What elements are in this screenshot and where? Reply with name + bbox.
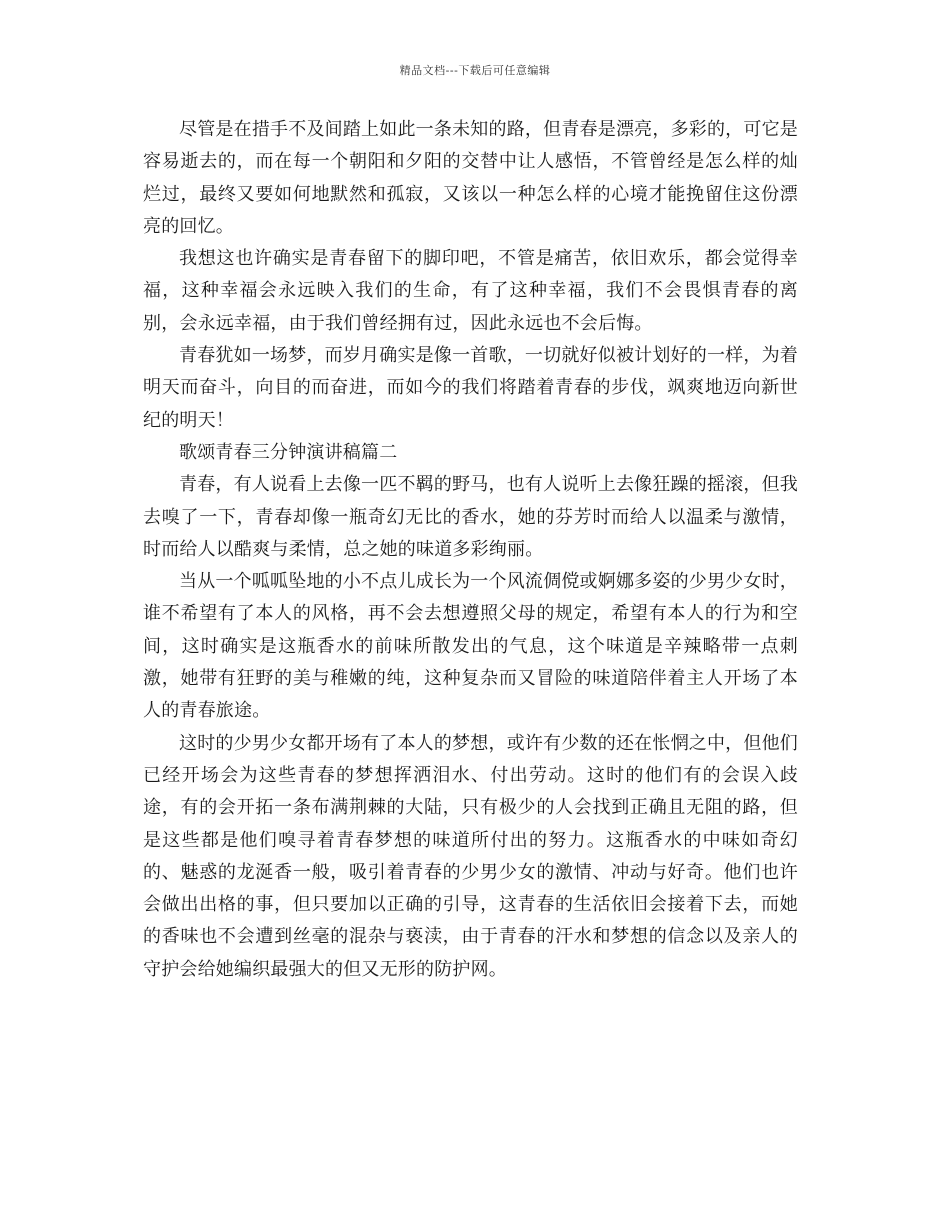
paragraph: 青春，有人说看上去像一匹不羁的野马，也有人说听上去像狂躁的摇滚，但我去嗅了一下，青春却像一瓶奇幻无比的香水，她的芬芳时而给人以温柔与激情，时而给人以酷爽与柔情，总之她的味道多彩绚丽。 [143, 474, 798, 560]
paragraph: 青春犹如一场梦，而岁月确实是像一首歌，一切就好似被计划好的一样，为着明天而奋斗，向目的而奋进，而如今的我们将踏着青春的步伐，飒爽地迈向新世纪的明天！ [143, 345, 798, 431]
paragraph: 这时的少男少女都开场有了本人的梦想，或许有少数的还在怅惘之中，但他们已经开场会为这些青春的梦想挥洒泪水、付出劳动。这时的他们有的会误入歧途，有的会开拓一条布满荆棘的大陆，只有极少的人会找到正确且无阻的路，但是这些都是他们嗅寻着青春梦想的味道所付出的努力。这瓶香水的中味如奇幻的、魅惑的龙涎香一般，吸引着青春的少男少女的激情、冲动与好奇。他们也许会做出出格的事，但只要加以正确的引导，这青春的生活依旧会接着下去，而她的香味也不会遭到丝毫的混杂与亵渎，由于青春的汗水和梦想的信念以及亲人的守护会给她编织最强大的但又无形的防护网。 [143, 732, 798, 980]
paragraph: 我想这也许确实是青春留下的脚印吧，不管是痛苦，依旧欢乐，都会觉得幸福，这种幸福会永远映入我们的生命，有了这种幸福，我们不会畏惧青春的离别，会永远幸福，由于我们曾经拥有过，因此永远也不会后悔。 [143, 248, 798, 334]
page-header: 精品文档---下载后可任意编辑 [399, 64, 551, 77]
paragraph: 尽管是在措手不及间踏上如此一条未知的路，但青春是漂亮，多彩的，可它是容易逝去的，而在每一个朝阳和夕阳的交替中让人感悟，不管曾经是怎么样的灿烂过，最终又要如何地默然和孤寂，又该以一种怎么样的心境才能挽留住这份漂亮的回忆。 [143, 119, 798, 237]
section-heading: 歌颂青春三分钟演讲稿篇二 [179, 441, 398, 463]
paragraph: 当从一个呱呱坠地的小不点儿成长为一个风流倜傥或婀娜多姿的少男少女时，谁不希望有了本人的风格，再不会去想遵照父母的规定，希望有本人的行为和空间，这时确实是这瓶香水的前味所散发出的气息，这个味道是辛辣略带一点刺激，她带有狂野的美与稚嫩的纯，这种复杂而又冒险的味道陪伴着主人开场了本人的青春旅途。 [143, 571, 798, 722]
document-body [143, 114, 798, 986]
